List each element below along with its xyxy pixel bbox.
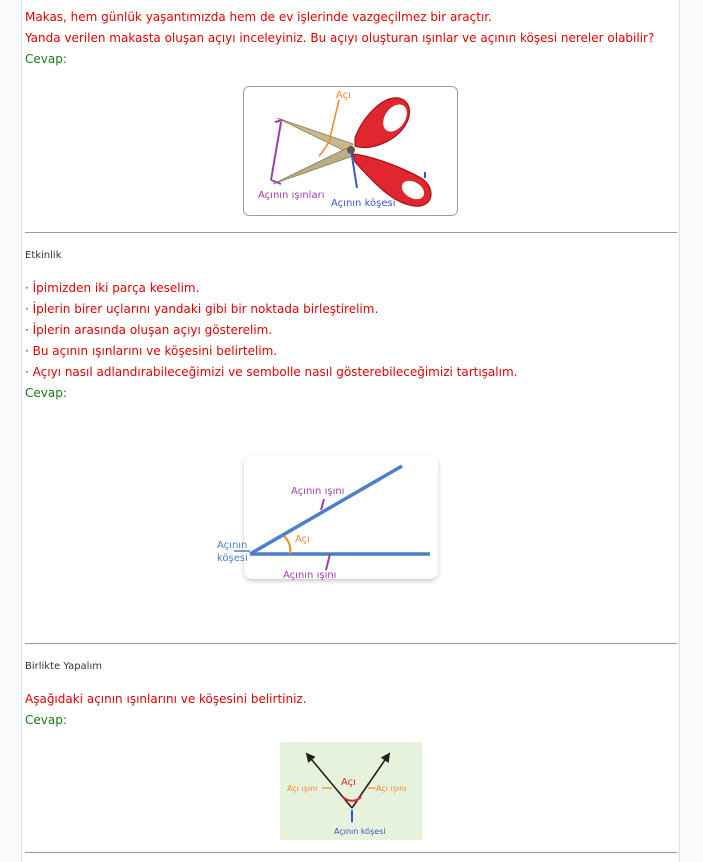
activity-list bbox=[25, 278, 677, 404]
label-ray-top: Açının ışını bbox=[291, 486, 345, 497]
label-ray-left: Açı ışını bbox=[287, 784, 318, 793]
v-angle-diagram bbox=[280, 742, 422, 844]
label-rays: Açının ışınları bbox=[258, 190, 325, 201]
scissors-figure bbox=[243, 86, 459, 220]
section-heading-activity: Etkinlik bbox=[25, 250, 62, 261]
bullet-item: · İpimizden iki parça keselim. bbox=[25, 281, 200, 295]
answer-label: Cevap: bbox=[25, 52, 67, 66]
divider-3 bbox=[25, 852, 677, 853]
label-vertex: Açının köşesi bbox=[331, 198, 396, 209]
label-angle: Açı bbox=[295, 534, 310, 545]
label-ray-bottom: Açının ışını bbox=[283, 570, 337, 581]
bullet-item: · İplerin arasında oluşan açıyı gösterelim. bbox=[25, 323, 273, 337]
label-ray-right: Açı ışını bbox=[376, 784, 407, 793]
angle-diagram bbox=[214, 452, 444, 590]
label-vertex-2: köşesi bbox=[217, 553, 248, 564]
label-vertex-1: Açının bbox=[217, 540, 248, 551]
divider-1 bbox=[25, 232, 677, 233]
right-frame bbox=[679, 0, 703, 862]
question-line-1: Makas, hem günlük yaşantımızda hem de ev işlerinde vazgeçilmez bir araçtır. bbox=[25, 10, 492, 24]
question-line-2: Yanda verilen makasta oluşan açıyı inceleyiniz. Bu açıyı oluşturan ışınlar ve açının köşesi nereler olabilir? bbox=[25, 31, 655, 45]
label-vertex: Açının köşesi bbox=[334, 827, 386, 836]
together-text bbox=[25, 689, 677, 731]
left-frame bbox=[0, 0, 22, 862]
bullet-item: · İplerin birer uçlarını yandaki gibi bir noktada birleştirelim. bbox=[25, 302, 379, 316]
label-angle: Açı bbox=[341, 777, 356, 788]
answer-label: Cevap: bbox=[25, 713, 67, 727]
section-together bbox=[25, 660, 677, 674]
label-angle: Açı bbox=[336, 90, 351, 101]
section-scissors bbox=[25, 7, 677, 70]
bullet-item: · Açıyı nasıl adlandırabileceğimizi ve sembolle nasıl gösterebileceğimizi tartışalım. bbox=[25, 365, 518, 379]
task-line: Aşağıdaki açının ışınlarını ve köşesini belirtiniz. bbox=[25, 692, 307, 706]
section-activity bbox=[25, 249, 677, 263]
section-heading-together: Birlikte Yapalım bbox=[25, 661, 102, 672]
answer-label: Cevap: bbox=[25, 386, 67, 400]
bullet-item: · Bu açının ışınlarını ve köşesini belirtelim. bbox=[25, 344, 278, 358]
divider-2 bbox=[25, 643, 677, 644]
